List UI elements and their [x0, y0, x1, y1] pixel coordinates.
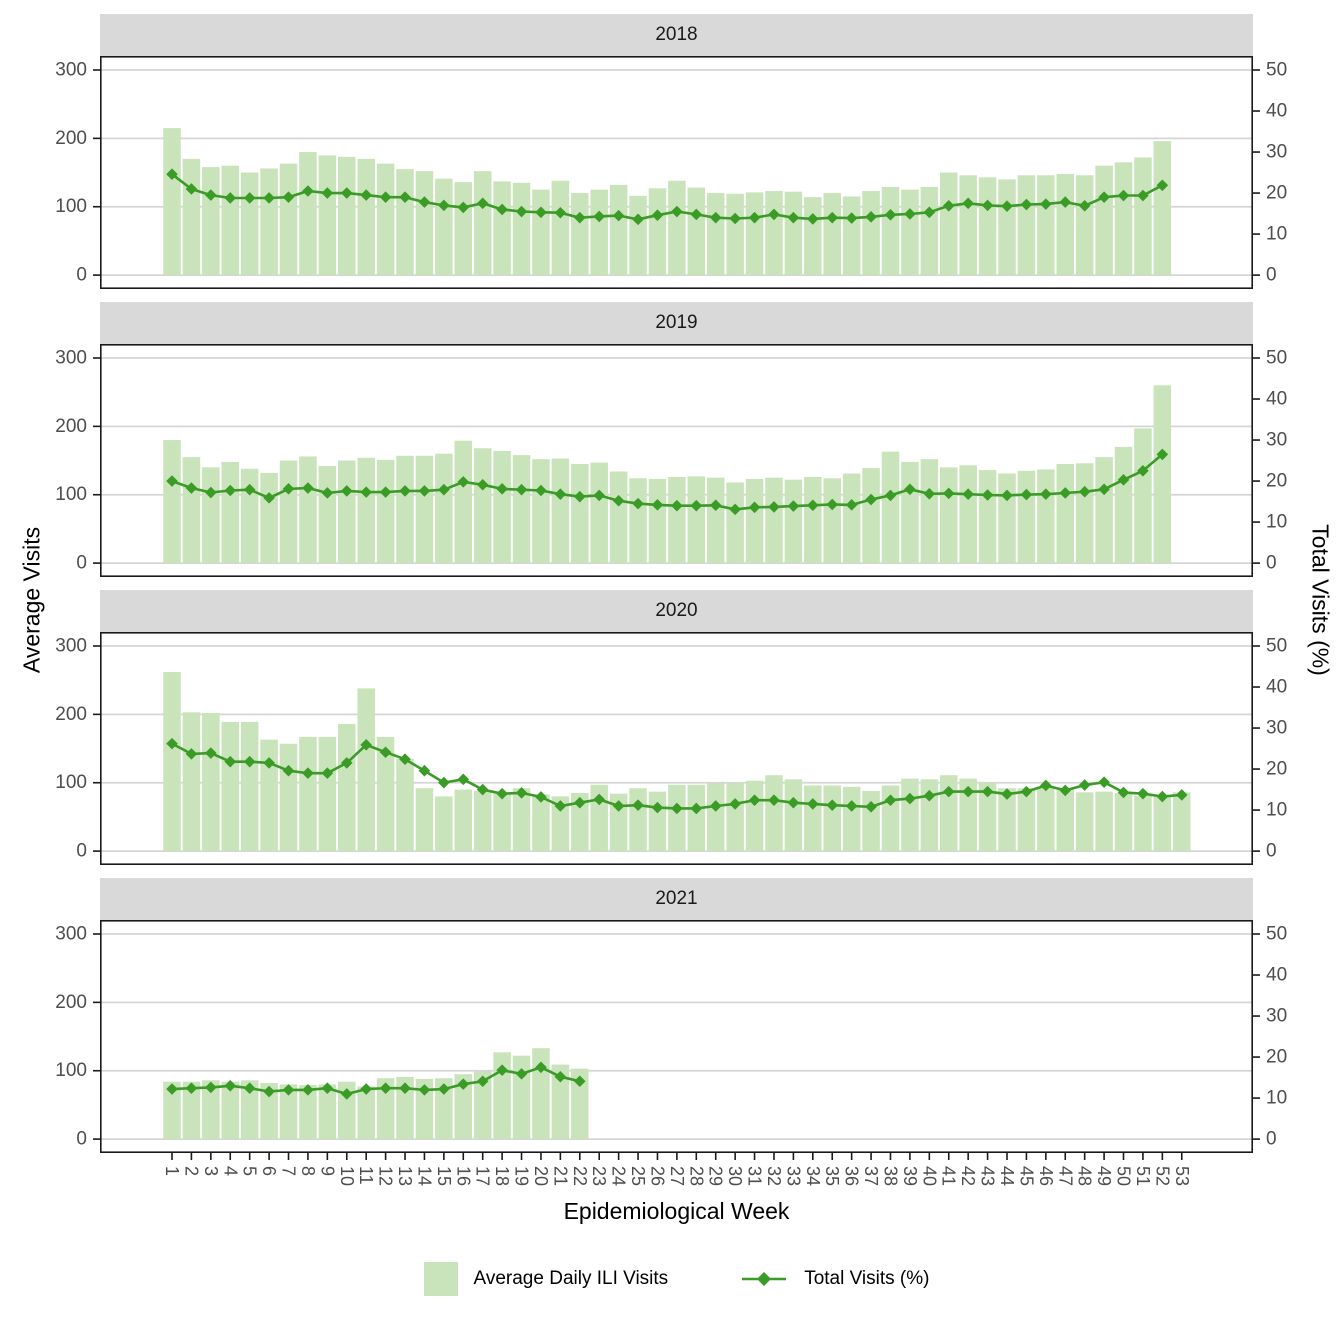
- x-tick-label-week-1: 1: [162, 1166, 182, 1177]
- bar-week-43: [979, 470, 997, 563]
- left-tick-label: 200: [55, 127, 87, 149]
- bar-swatch: [424, 1262, 458, 1296]
- bar-week-35: [823, 785, 841, 851]
- x-tick-label-week-19: 19: [511, 1166, 532, 1187]
- facet-title: 2019: [655, 312, 698, 333]
- bar-week-33: [785, 192, 803, 275]
- bar-week-20: [532, 190, 550, 275]
- bar-week-52: [1154, 796, 1172, 851]
- bar-week-17: [474, 448, 492, 563]
- x-tick-label-week-42: 42: [958, 1166, 979, 1187]
- right-tick-label: 40: [1266, 100, 1288, 122]
- bar-week-26: [649, 479, 667, 563]
- bar-week-9: [319, 466, 337, 563]
- left-tick-label: 300: [55, 635, 87, 657]
- x-tick-label-week-45: 45: [1016, 1166, 1037, 1187]
- x-tick-label-week-41: 41: [938, 1166, 959, 1187]
- bar-week-13: [396, 759, 414, 851]
- right-tick-label: 20: [1266, 1046, 1288, 1068]
- bar-week-51: [1134, 158, 1152, 276]
- bar-week-6: [260, 740, 278, 851]
- x-tick-label-week-13: 13: [395, 1166, 416, 1187]
- x-tick-label-week-27: 27: [666, 1166, 687, 1187]
- bar-week-36: [843, 787, 861, 851]
- left-tick-label: 100: [55, 1060, 87, 1082]
- bar-week-23: [590, 190, 608, 275]
- left-tick-label: 0: [76, 264, 87, 286]
- bar-week-39: [901, 190, 919, 275]
- bar-week-4: [222, 462, 240, 563]
- legend-label-line: Total Visits (%): [804, 1268, 930, 1289]
- left-tick-label: 100: [55, 484, 87, 506]
- bar-week-6: [260, 168, 278, 275]
- x-tick-label-week-25: 25: [628, 1166, 649, 1187]
- bar-week-46: [1037, 787, 1055, 851]
- bar-week-31: [746, 479, 764, 563]
- left-tick-label: 200: [55, 415, 87, 437]
- x-tick-label-week-38: 38: [880, 1166, 901, 1187]
- bar-week-11: [357, 688, 375, 851]
- bar-week-5: [241, 722, 258, 851]
- x-tick-label-week-46: 46: [1035, 1166, 1056, 1187]
- x-tick-label-week-14: 14: [414, 1166, 435, 1187]
- x-tick-label-week-51: 51: [1132, 1166, 1153, 1187]
- bar-week-22: [571, 464, 589, 563]
- bar-week-28: [688, 476, 706, 563]
- right-tick-label: 30: [1266, 717, 1288, 739]
- bar-week-15: [435, 796, 453, 851]
- left-tick-label: 100: [55, 196, 87, 218]
- bar-week-30: [726, 783, 744, 851]
- bar-week-45: [1018, 788, 1035, 851]
- bar-week-15: [435, 454, 453, 563]
- x-tick-label-week-6: 6: [259, 1166, 280, 1177]
- bar-week-22: [571, 193, 589, 275]
- bar-week-50: [1115, 447, 1133, 563]
- x-tick-label-week-30: 30: [725, 1166, 746, 1187]
- bar-week-13: [396, 169, 414, 275]
- bar-week-48: [1076, 792, 1094, 851]
- right-tick-label: 50: [1266, 59, 1288, 81]
- bar-week-49: [1095, 457, 1113, 563]
- bar-week-2: [183, 457, 201, 563]
- legend-label-bars: Average Daily ILI Visits: [473, 1268, 669, 1289]
- x-tick-label-week-29: 29: [705, 1166, 726, 1187]
- bar-week-8: [299, 737, 317, 851]
- bar-week-17: [474, 171, 492, 275]
- bar-week-51: [1134, 428, 1152, 563]
- bar-week-41: [940, 467, 958, 563]
- bar-week-44: [998, 474, 1016, 564]
- x-tick-label-week-2: 2: [181, 1166, 202, 1177]
- left-tick-label: 300: [55, 923, 87, 945]
- bar-week-34: [804, 477, 822, 563]
- x-tick-label-week-22: 22: [569, 1166, 590, 1187]
- x-tick-label-week-8: 8: [297, 1166, 318, 1177]
- x-tick-label-week-10: 10: [336, 1166, 357, 1187]
- line-point-week-15: [438, 777, 450, 789]
- bar-week-4: [222, 722, 240, 851]
- bar-week-17: [474, 791, 492, 851]
- right-tick-label: 30: [1266, 1005, 1288, 1027]
- bar-week-8: [299, 456, 317, 563]
- facet-strip-2019: [100, 302, 1253, 344]
- bar-week-5: [241, 469, 258, 563]
- bar-week-52: [1154, 141, 1172, 275]
- bar-week-49: [1095, 166, 1113, 275]
- bar-week-45: [1018, 175, 1035, 275]
- x-tick-label-week-28: 28: [686, 1166, 707, 1187]
- bars-2021: [163, 1048, 588, 1139]
- facet-panel-2021: [0, 920, 1344, 1153]
- bar-week-27: [668, 785, 686, 851]
- bar-week-37: [862, 791, 880, 851]
- bar-week-42: [959, 175, 977, 275]
- x-tick-label-week-24: 24: [608, 1166, 629, 1187]
- bar-week-40: [921, 459, 939, 563]
- legend-item-line: [740, 1268, 929, 1290]
- right-tick-label: 10: [1266, 511, 1288, 533]
- right-tick-label: 40: [1266, 388, 1288, 410]
- bar-week-27: [668, 477, 686, 563]
- x-tick-label-week-53: 53: [1171, 1166, 1192, 1187]
- right-tick-label: 0: [1266, 552, 1277, 574]
- bar-week-1: [163, 672, 181, 851]
- right-tick-label: 50: [1266, 923, 1288, 945]
- bar-week-14: [416, 788, 434, 851]
- legend-item-bars: [424, 1262, 669, 1296]
- bar-week-23: [590, 463, 608, 563]
- bar-week-21: [552, 459, 570, 564]
- bar-week-14: [416, 456, 434, 563]
- bar-week-3: [202, 167, 220, 275]
- bar-week-24: [610, 185, 628, 275]
- bar-week-44: [998, 179, 1016, 275]
- bar-week-46: [1037, 469, 1055, 563]
- legend: [0, 1262, 1344, 1296]
- bar-week-13: [396, 456, 414, 563]
- bar-week-16: [455, 441, 473, 563]
- bar-week-5: [241, 173, 258, 276]
- right-tick-label: 0: [1266, 264, 1277, 286]
- bar-week-7: [280, 744, 298, 851]
- bar-week-8: [299, 152, 317, 275]
- right-tick-label: 0: [1266, 1128, 1277, 1150]
- bar-week-43: [979, 177, 997, 275]
- bar-week-39: [901, 462, 919, 563]
- facet-panel-2020: [0, 632, 1344, 865]
- line-point-week-14: [419, 765, 431, 777]
- bar-week-32: [765, 478, 783, 563]
- x-tick-label-week-31: 31: [744, 1166, 765, 1187]
- bar-week-28: [688, 785, 706, 851]
- bar-week-50: [1115, 793, 1133, 851]
- left-tick-label: 300: [55, 347, 87, 369]
- left-tick-label: 300: [55, 59, 87, 81]
- bar-week-30: [726, 482, 744, 563]
- bar-week-38: [882, 187, 900, 275]
- bar-week-14: [416, 171, 434, 275]
- bar-week-15: [435, 179, 453, 275]
- facet-panel-2019: [0, 344, 1344, 577]
- bar-week-2: [183, 712, 201, 851]
- bar-week-12: [377, 164, 395, 275]
- bar-week-46: [1037, 175, 1055, 275]
- x-tick-label-week-18: 18: [492, 1166, 513, 1187]
- y-axis-title-left: Average Visits: [18, 526, 45, 674]
- right-tick-label: 30: [1266, 141, 1288, 163]
- bar-week-32: [765, 775, 783, 851]
- bar-week-31: [746, 781, 764, 851]
- bar-week-47: [1057, 174, 1075, 275]
- right-tick-label: 10: [1266, 799, 1288, 821]
- facet-strip-2021: [100, 878, 1253, 920]
- bar-week-19: [513, 183, 531, 275]
- bar-week-18: [493, 451, 511, 563]
- right-tick-label: 50: [1266, 347, 1288, 369]
- x-tick-label-week-40: 40: [919, 1166, 940, 1187]
- facet-panel-2018: [0, 56, 1344, 289]
- bar-week-36: [843, 196, 861, 275]
- bars-2019: [163, 385, 1171, 563]
- x-tick-label-week-9: 9: [317, 1166, 338, 1177]
- bar-week-29: [707, 478, 725, 563]
- bar-week-7: [280, 164, 298, 275]
- bar-week-42: [959, 465, 977, 563]
- bar-week-10: [338, 724, 356, 851]
- bar-week-33: [785, 480, 803, 563]
- right-tick-label: 30: [1266, 429, 1288, 451]
- x-tick-label-week-44: 44: [996, 1166, 1017, 1187]
- x-tick-label-week-7: 7: [278, 1166, 299, 1177]
- right-tick-label: 40: [1266, 676, 1288, 698]
- bar-week-3: [202, 713, 220, 851]
- bar-week-29: [707, 783, 725, 851]
- x-tick-label-week-5: 5: [239, 1166, 260, 1177]
- x-tick-label-week-15: 15: [433, 1166, 454, 1187]
- right-tick-label: 40: [1266, 964, 1288, 986]
- line-key-icon: [740, 1270, 788, 1288]
- bar-week-9: [319, 737, 337, 851]
- left-tick-label: 200: [55, 991, 87, 1013]
- x-tick-label-week-17: 17: [472, 1166, 493, 1187]
- bar-week-33: [785, 779, 803, 851]
- bar-week-16: [455, 790, 473, 852]
- bar-week-20: [532, 459, 550, 563]
- bar-week-9: [319, 155, 337, 275]
- bar-week-48: [1076, 175, 1094, 275]
- bar-week-4: [222, 166, 240, 275]
- facet-strip-2018: [100, 14, 1253, 56]
- bar-week-16: [455, 182, 473, 275]
- bar-week-52: [1154, 385, 1172, 563]
- bar-week-49: [1095, 792, 1113, 851]
- bar-week-34: [804, 785, 822, 851]
- x-tick-label-week-16: 16: [453, 1166, 474, 1187]
- bars-2020: [163, 672, 1190, 851]
- x-tick-label-week-47: 47: [1055, 1166, 1076, 1187]
- left-tick-label: 0: [76, 1128, 87, 1150]
- x-axis-title: Epidemiological Week: [563, 1198, 790, 1224]
- right-tick-label: 10: [1266, 223, 1288, 245]
- right-tick-label: 0: [1266, 840, 1277, 862]
- bar-week-19: [513, 455, 531, 563]
- x-tick-label-week-34: 34: [802, 1166, 823, 1187]
- y-axis-title-right: Total Visits (%): [1307, 524, 1334, 676]
- bar-week-27: [668, 181, 686, 275]
- x-tick-label-week-35: 35: [822, 1166, 843, 1187]
- bar-week-18: [493, 181, 511, 275]
- bar-week-20: [532, 794, 550, 851]
- bar-week-34: [804, 197, 822, 275]
- bar-week-25: [629, 196, 647, 275]
- bar-week-2: [183, 159, 201, 275]
- left-tick-label: 0: [76, 552, 87, 574]
- bar-week-24: [610, 471, 628, 563]
- left-tick-label: 100: [55, 772, 87, 794]
- bar-week-35: [823, 478, 841, 563]
- facet-strip-2020: [100, 590, 1253, 632]
- bar-week-32: [765, 191, 783, 275]
- line-point-week-49: [1098, 776, 1110, 788]
- bar-week-18: [493, 793, 511, 851]
- x-tick-label-week-37: 37: [861, 1166, 882, 1187]
- x-tick-label-week-43: 43: [977, 1166, 998, 1187]
- bar-week-50: [1115, 162, 1133, 275]
- bar-week-21: [552, 181, 570, 275]
- bar-week-29: [707, 193, 725, 275]
- x-tick-label-week-12: 12: [375, 1166, 396, 1187]
- x-tick-label-week-26: 26: [647, 1166, 668, 1187]
- x-tick-label-week-20: 20: [530, 1166, 551, 1187]
- bar-week-1: [163, 128, 181, 275]
- facet-title: 2020: [655, 600, 698, 621]
- bar-week-11: [357, 159, 375, 275]
- bar-week-11: [357, 458, 375, 563]
- bar-week-47: [1057, 790, 1075, 852]
- bar-week-25: [629, 788, 647, 851]
- x-tick-label-week-3: 3: [200, 1166, 221, 1177]
- bar-week-51: [1134, 796, 1152, 851]
- bar-week-45: [1018, 471, 1035, 563]
- left-tick-label: 0: [76, 840, 87, 862]
- bar-week-37: [862, 191, 880, 275]
- line-point-week-48: [1079, 779, 1091, 791]
- right-tick-label: 20: [1266, 758, 1288, 780]
- x-tick-label-week-49: 49: [1094, 1166, 1115, 1187]
- right-tick-label: 50: [1266, 635, 1288, 657]
- bar-week-31: [746, 192, 764, 275]
- right-tick-label: 20: [1266, 182, 1288, 204]
- left-tick-label: 200: [55, 703, 87, 725]
- bar-week-37: [862, 468, 880, 563]
- bar-week-26: [649, 792, 667, 851]
- x-tick-label-week-21: 21: [550, 1166, 571, 1187]
- bar-week-39: [901, 779, 919, 851]
- x-tick-label-week-32: 32: [763, 1166, 784, 1187]
- right-tick-label: 10: [1266, 1087, 1288, 1109]
- x-tick-label-week-23: 23: [589, 1166, 610, 1187]
- x-tick-label-week-33: 33: [783, 1166, 804, 1187]
- bar-week-3: [202, 467, 220, 563]
- bar-week-36: [843, 474, 861, 564]
- bar-week-35: [823, 193, 841, 275]
- bar-week-38: [882, 452, 900, 563]
- bar-week-7: [280, 461, 298, 564]
- x-tick-label-week-52: 52: [1152, 1166, 1173, 1187]
- bar-week-6: [260, 473, 278, 563]
- x-tick-label-week-48: 48: [1074, 1166, 1095, 1187]
- bar-week-25: [629, 478, 647, 563]
- bar-week-1: [163, 440, 181, 563]
- bar-week-41: [940, 173, 958, 276]
- facet-title: 2021: [655, 888, 698, 909]
- bars-2018: [163, 128, 1171, 275]
- x-tick-label-week-39: 39: [899, 1166, 920, 1187]
- bar-week-12: [377, 460, 395, 563]
- bar-week-47: [1057, 464, 1075, 563]
- x-tick-label-week-36: 36: [841, 1166, 862, 1187]
- bar-week-28: [688, 188, 706, 276]
- bar-week-40: [921, 187, 939, 275]
- right-tick-label: 20: [1266, 470, 1288, 492]
- bar-week-10: [338, 461, 356, 564]
- x-tick-label-week-4: 4: [220, 1166, 241, 1177]
- x-tick-label-week-11: 11: [356, 1166, 377, 1185]
- bar-week-48: [1076, 463, 1094, 563]
- bar-week-53: [1173, 792, 1191, 851]
- facet-title: 2018: [655, 24, 698, 45]
- bar-week-26: [649, 188, 667, 275]
- x-tick-label-week-50: 50: [1113, 1166, 1134, 1187]
- bar-week-30: [726, 194, 744, 275]
- bar-week-10: [338, 157, 356, 275]
